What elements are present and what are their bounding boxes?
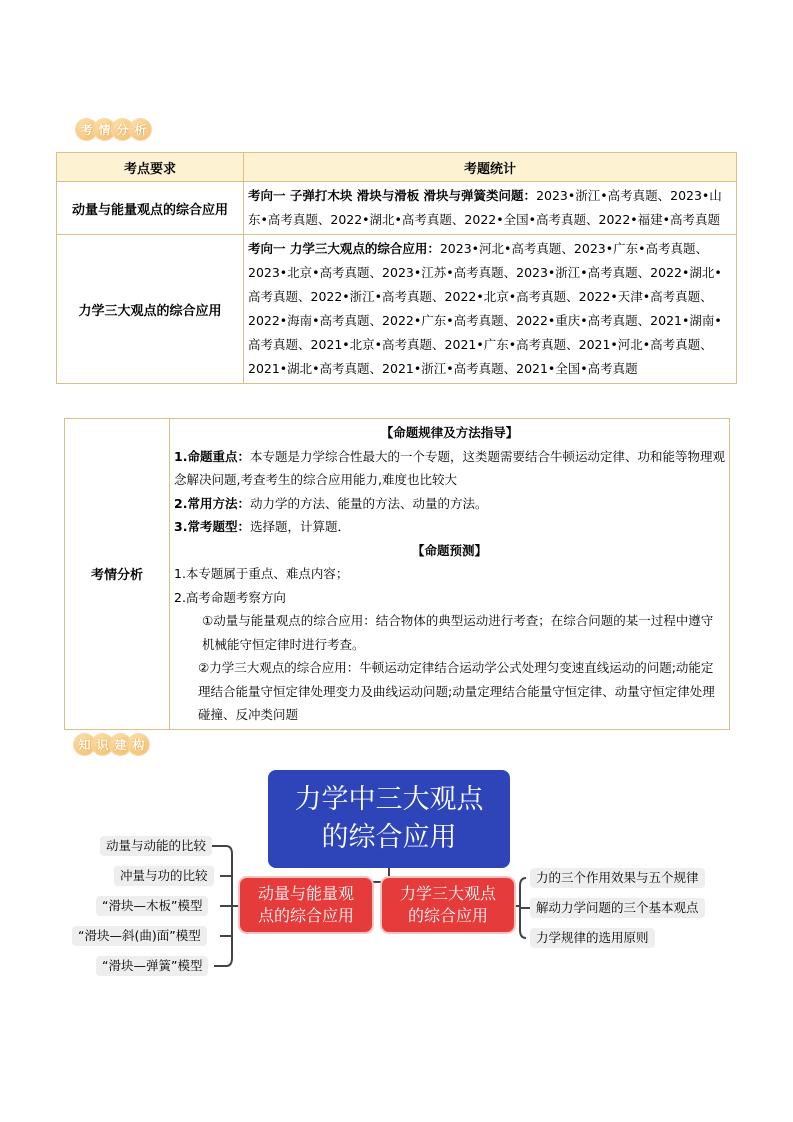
mindmap-node-momentum-energy [240,878,372,932]
section-badge-exam-analysis [76,116,148,142]
badge-char: 识 [92,734,113,755]
mindmap-leaf: “滑块—斜(曲)面”模型 [72,926,207,946]
badge-char: 析 [130,119,151,140]
node-line: 的综合应用 [407,906,488,925]
table-row [57,182,737,235]
mindmap-root [268,770,510,868]
table-header: 考点要求 [57,153,244,182]
paragraph-lead: 2.常用方法： [174,495,250,511]
exam-stats-table [56,152,737,384]
analysis-content [170,419,730,730]
section-badge-knowledge-map [74,731,146,757]
paragraph [174,492,725,516]
paragraph-text: 选择题，计算题． [249,519,350,534]
mindmap-leaf: “滑块—木板”模型 [96,896,208,916]
list-item: ②力学三大观点的综合应用：牛顿运动定律结合运动学公式处理匀变速直线运动的问题;动能定理结合能量守恒定律处理变力及曲线运动问题;动量定理结合能量守恒定律、动量守恒定律处理碰撞、反冲类问题 [198,660,715,722]
node-line: 动量与能量观 [257,884,354,903]
section-heading: 【命题预测】 [411,542,487,558]
direction-lead: 考向一 子弹打木块 滑块与滑板 滑块与弹簧类问题： [248,188,537,203]
section-heading: 【命题规律及方法指导】 [380,425,519,440]
badge-char: 构 [128,734,149,755]
table-header: 考题统计 [244,153,737,182]
exam-stat-cell [244,182,737,235]
table-row [57,235,737,384]
mindmap-leaf: 冲量与功的比较 [114,866,214,886]
mindmap-leaf: 力学规律的选用原则 [530,928,655,948]
paragraph-text: 动力学的方法、能量的方法、动量的方法。 [249,495,488,511]
badge-char: 情 [94,119,115,140]
direction-text: 2023•浙江•高考真题、2023•山东•高考真题、2022•湖北•高考真题、2022•全国•高考真题、2022•福建•高考真题 [248,188,722,227]
mindmap-leaf: 力的三个作用效果与五个规律 [530,868,705,888]
badge-char: 知 [74,734,95,755]
mindmap-leaf: 解动力学问题的三个基本观点 [530,898,705,918]
mindmap [0,760,793,990]
exam-point-cell: 力学三大观点的综合应用 [57,235,244,384]
paragraph-text: 本专题是力学综合性最大的一个专题，这类题需要结合牛顿运动定律、功和能等物理观念解决问题,考查考生的综合应用能力,难度也比较大 [174,448,725,487]
node-line: 力学三大观点 [399,884,496,903]
mindmap-node-three-viewpoints [382,878,514,932]
exam-point-cell: 动量与能量观点的综合应用 [57,182,244,235]
mindmap-leaf: “滑块—弹簧”模型 [96,956,208,976]
badge-char: 建 [110,734,131,755]
list-item: 1.本专题属于重点、难点内容； [174,566,349,581]
mindmap-leaf: 动量与动能的比较 [100,836,212,856]
direction-text: 2023•河北•高考真题、2023•广东•高考真题、2023•北京•高考真题、2023•江苏•高考真题、2023•浙江•高考真题、2022•湖北•高考真题、2022•浙江•高考真题、2022•北京•高考真题、2022•天津•高考真题、2022•海南•高考真题、2022•广东•高考真题、2022•重庆•高考真题、2021•湖南•高考真题、2021•北京•高考真题、2021•广东•高考真题、2021•河北•高考真题、2021•湖北•高考真题、2021•浙江•高考真题、2021•全国•高考真题 [248,241,722,376]
paragraph-lead: 1.命题重点： [174,448,250,464]
badge-char: 考 [76,119,97,140]
analysis-label: 考情分析 [65,419,170,730]
root-line: 力学中三大观点 [294,784,484,815]
paragraph-lead: 3.常考题型： [174,519,250,534]
badge-char: 分 [112,119,133,140]
exam-stat-cell [244,235,737,384]
paragraph [174,445,725,492]
root-line: 的综合应用 [321,822,457,853]
paragraph [174,515,725,539]
exam-analysis-table [64,418,730,730]
direction-lead: 考向一 力学三大观点的综合应用： [248,241,440,256]
list-item: 2.高考命题考察方向 [174,589,286,605]
node-line: 点的综合应用 [257,906,354,925]
list-item: ①动量与能量观点的综合应用：结合物体的典型运动进行考查；在综合问题的某一过程中遵守机械能守恒定律时进行考查。 [202,613,714,652]
